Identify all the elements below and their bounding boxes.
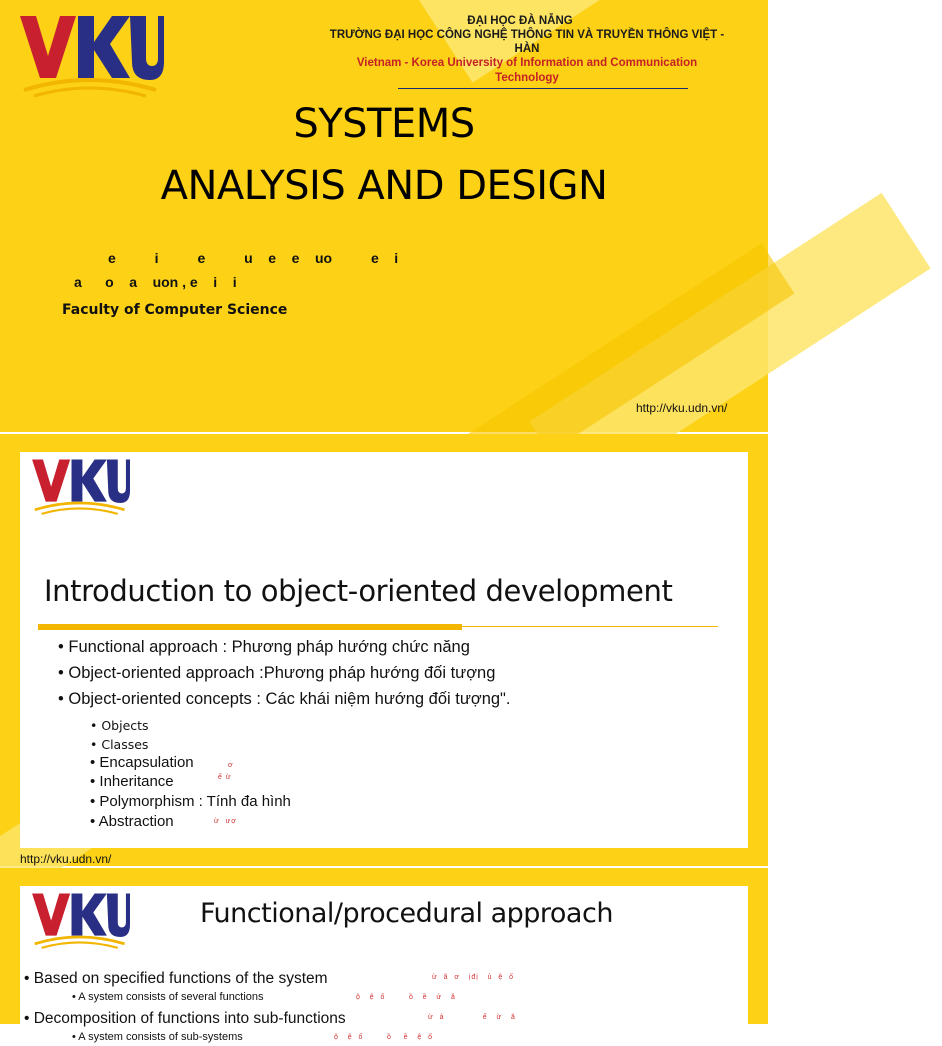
bullet-functional: • Functional approach : Phương pháp hướng chức năng (58, 638, 470, 656)
title-underline (38, 624, 462, 630)
header-line-1: ĐẠI HỌC ĐÀ NẴNG (467, 15, 573, 27)
slide-title: Functional/procedural approach (200, 898, 613, 929)
content-slide-intro (0, 434, 768, 866)
sub-bullet-abstraction: • Abstraction (90, 813, 174, 830)
annotation-mark: ơ (228, 762, 234, 769)
bullet-based-on-functions: • Based on specified functions of the system (24, 970, 328, 987)
annotation-mark: ừ ượ (214, 818, 237, 825)
slide-title-line-1: SYSTEMS (293, 101, 475, 147)
slide-content-card (20, 886, 748, 1046)
header-line-3: Vietnam - Korea University of Information and Communication Technology (356, 57, 698, 84)
vku-logo (28, 890, 130, 950)
sub-bullet-several-functions: • A system consists of several functions (72, 991, 264, 1003)
sub-bullet-inheritance: • Inheritance (90, 773, 174, 790)
bullet-object-oriented: • Object-oriented approach :Phương pháp hướng đối tượng (58, 664, 496, 682)
header-line-2: TRƯỜNG ĐẠI HỌC CÔNG NGHỆ THÔNG TIN VÀ TRUYỀN THÔNG VIỆT - HÀN (329, 29, 725, 55)
vku-logo (28, 456, 130, 516)
sub-bullet-classes: • Classes (90, 737, 149, 752)
faculty-name: Faculty of Computer Science (62, 302, 288, 318)
title-slide (0, 0, 768, 432)
annotation-mark: ộ ệ ố ồ ề ứ ă (356, 994, 456, 1001)
sub-bullet-objects: • Objects (90, 718, 149, 733)
website-link[interactable]: http://vku.udn.vn/ (636, 401, 728, 415)
subtitle-fragment-2: a o a uon , e i i (74, 274, 237, 290)
slide-title: Introduction to object-oriented development (44, 574, 673, 608)
slide-content-card (20, 452, 748, 848)
annotation-mark: ừ ã ơ ịđị ủ ệ ố (432, 974, 515, 981)
slide-title-line-2: ANALYSIS AND DESIGN (160, 163, 608, 209)
vku-logo (14, 12, 164, 98)
university-header (310, 14, 730, 89)
website-link[interactable]: http://vku.udn.vn/ (20, 852, 112, 866)
sub-bullet-encapsulation: • Encapsulation (90, 754, 194, 771)
annotation-mark: ộ ệ ố ồ ề ệ ố (334, 1034, 434, 1041)
annotation-mark: ừ ả ế ừ ă (428, 1014, 516, 1021)
bullet-decomposition: • Decomposition of functions into sub-functions (24, 1010, 346, 1027)
sub-bullet-sub-systems: • A system consists of sub-systems (72, 1031, 243, 1043)
bullet-concepts: • Object-oriented concepts : Các khái niệm hướng đối tượng". (58, 690, 511, 708)
sub-bullet-polymorphism: • Polymorphism : Tính đa hình (90, 793, 291, 810)
subtitle-fragment-1: e i e u e e uo e i (108, 250, 399, 266)
header-rule (398, 88, 688, 89)
annotation-mark: ế ừ (218, 774, 232, 781)
content-slide-functional (0, 868, 768, 1043)
title-underline-thin (462, 626, 718, 627)
